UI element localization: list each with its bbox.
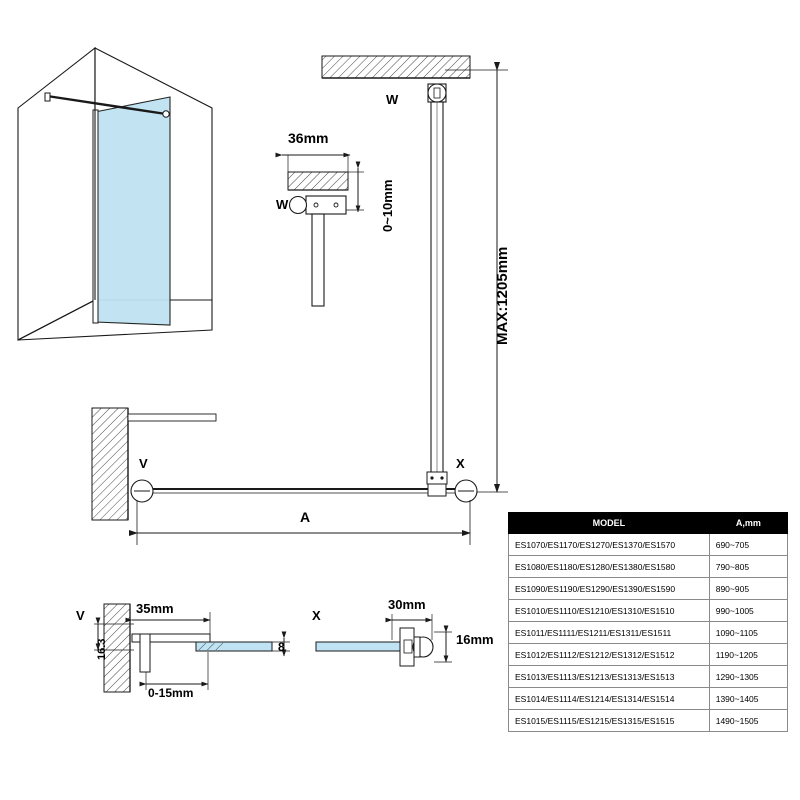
table-cell-model: ES1070/ES1170/ES1270/ES1370/ES1570 — [509, 534, 710, 556]
dimension-16-3-label: 16.3 — [96, 638, 108, 660]
table-cell-a: 990~1005 — [709, 600, 787, 622]
table-cell-model: ES1012/ES1112/ES1212/ES1312/ES1512 — [509, 644, 710, 666]
table-cell-a: 1190~1205 — [709, 644, 787, 666]
table-row — [509, 710, 788, 732]
dimension-max-height-label: MAX:1205mm — [494, 246, 511, 345]
callout-x-detail-label: X — [312, 608, 321, 623]
callout-x-plan-label: X — [456, 456, 465, 471]
table-cell-a: 1490~1505 — [709, 710, 787, 732]
table-cell-a: 1090~1105 — [709, 622, 787, 644]
dimension-0-15mm-label: 0-15mm — [148, 686, 194, 700]
callout-v-plan-label: V — [139, 456, 148, 471]
table-row — [509, 644, 788, 666]
table-cell-a: 790~805 — [709, 556, 787, 578]
table-cell-a: 1290~1305 — [709, 666, 787, 688]
table-row — [509, 622, 788, 644]
table-cell-a: 690~705 — [709, 534, 787, 556]
callout-w-top-label: W — [386, 92, 399, 107]
model-size-table — [508, 512, 788, 732]
plan-view — [92, 408, 477, 545]
table-cell-model: ES1014/ES1114/ES1214/ES1314/ES1514 — [509, 688, 710, 710]
table-cell-model: ES1080/ES1180/ES1280/ES1380/ES1580 — [509, 556, 710, 578]
main-elevation-view — [322, 56, 508, 492]
perspective-view — [18, 48, 212, 340]
dimension-30mm-label: 30mm — [388, 597, 426, 612]
table-cell-model: ES1015/ES1115/ES1215/ES1315/ES1515 — [509, 710, 710, 732]
table-row — [509, 688, 788, 710]
table-header-model: MODEL — [509, 513, 710, 534]
dimension-16mm-label: 16mm — [456, 632, 494, 647]
table-cell-model: ES1013/ES1113/ES1213/ES1313/ES1513 — [509, 666, 710, 688]
detail-v-wall-profile — [94, 604, 290, 692]
table-header-row — [509, 513, 788, 534]
dimension-36mm-label: 36mm — [288, 130, 329, 146]
table-header-a: A,mm — [709, 513, 787, 534]
callout-v-detail-label: V — [76, 608, 85, 623]
dimension-35mm-label: 35mm — [136, 601, 174, 616]
table-row — [509, 578, 788, 600]
table-row — [509, 556, 788, 578]
table-cell-a: 1390~1405 — [709, 688, 787, 710]
detail-x-bar-connector — [316, 614, 452, 666]
detail-w-top-fixing — [282, 155, 364, 306]
table-cell-model: ES1090/ES1190/ES1290/ES1390/ES1590 — [509, 578, 710, 600]
table-cell-model: ES1010/ES1110/ES1210/ES1310/ES1510 — [509, 600, 710, 622]
table-row — [509, 600, 788, 622]
table-row — [509, 666, 788, 688]
callout-w-detail-label: W — [276, 197, 289, 212]
table-cell-a: 890~905 — [709, 578, 787, 600]
dimension-a-label: A — [300, 509, 311, 525]
dimension-glass-thickness-label: 8 — [278, 640, 285, 654]
table-row — [509, 534, 788, 556]
table-cell-model: ES1011/ES1111/ES1211/ES1311/ES1511 — [509, 622, 710, 644]
dimension-0-10mm-label: 0~10mm — [380, 179, 395, 232]
